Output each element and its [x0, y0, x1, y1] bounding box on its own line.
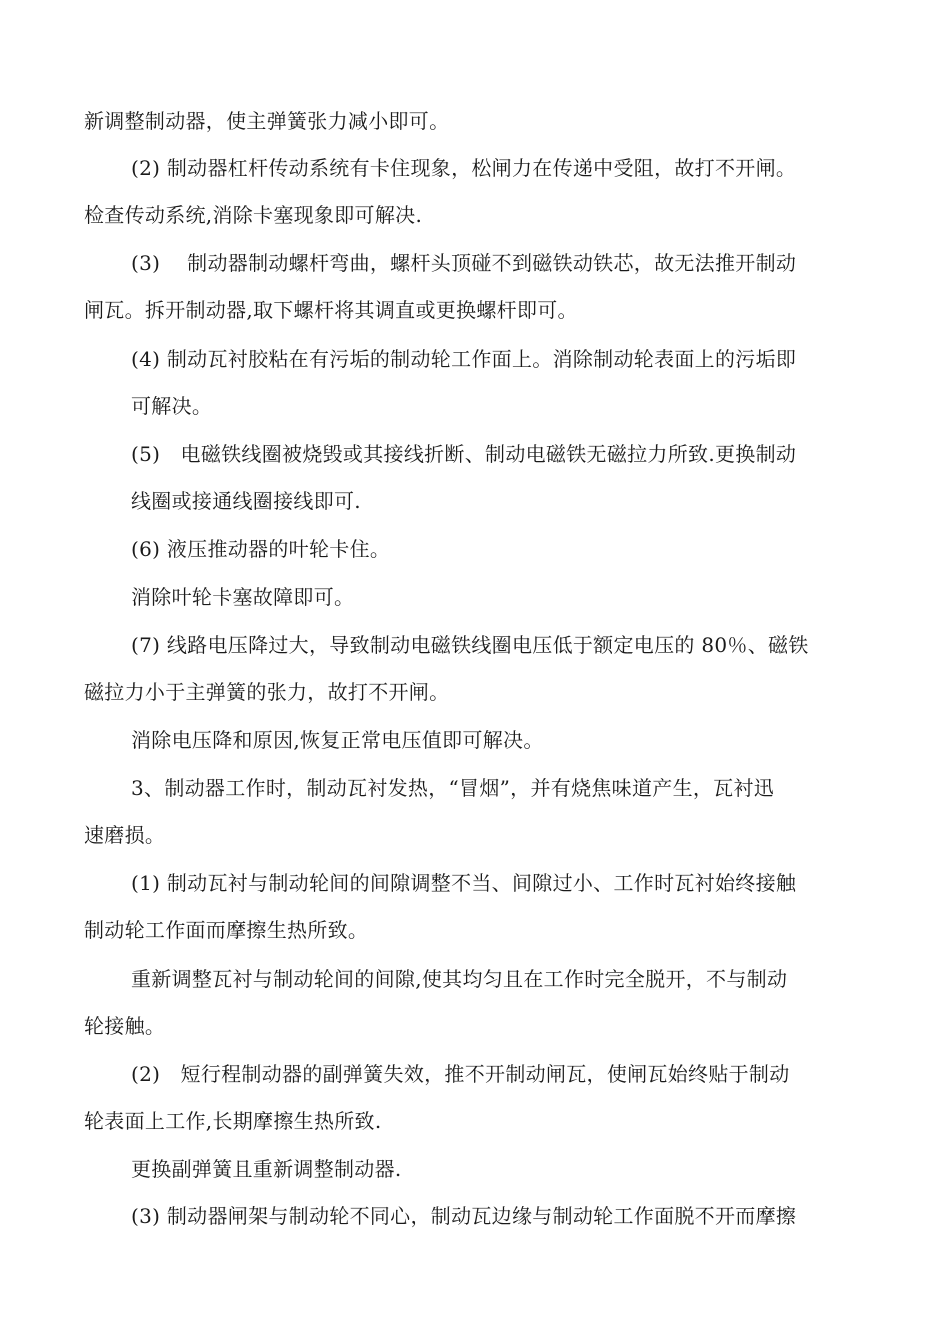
- text-line: (2) 制动器杠杆传动系统有卡住现象，松闸力在传递中受阻，故打不开闸。: [131, 156, 797, 180]
- text-line: 闸瓦。拆开制动器,取下螺杆将其调直或更换螺杆即可。: [84, 298, 578, 322]
- text-line: 速磨损。: [84, 823, 166, 847]
- text-line: 新调整制动器，使主弹簧张力减小即可。: [84, 109, 450, 133]
- text-line: 检查传动系统,消除卡塞现象即可解决.: [84, 203, 423, 227]
- text-line: 制动轮工作面而摩擦生热所致。: [84, 918, 369, 942]
- text-line: (1) 制动瓦衬与制动轮间的间隙调整不当、间隙过小、工作时瓦衬始终接触: [131, 871, 797, 895]
- text-line: 重新调整瓦衬与制动轮间的间隙,使其均匀且在工作时完全脱开，不与制动: [131, 967, 788, 991]
- text-line: 线圈或接通线圈接线即可.: [131, 489, 361, 513]
- text-line: 更换副弹簧且重新调整制动器.: [131, 1157, 402, 1181]
- text-line: (6) 液压推动器的叶轮卡住。: [131, 537, 391, 561]
- text-line: (3) 制动器闸架与制动轮不同心，制动瓦边缘与制动轮工作面脱不开而摩擦: [131, 1204, 797, 1228]
- text-line: (4) 制动瓦衬胶粘在有污垢的制动轮工作面上。消除制动轮表面上的污垢即: [131, 347, 797, 371]
- text-line: 消除叶轮卡塞故障即可。: [131, 585, 355, 609]
- text-line: (5) 电磁铁线圈被烧毁或其接线折断、制动电磁铁无磁拉力所致.更换制动: [131, 442, 797, 466]
- text-line: 磁拉力小于主弹簧的张力，故打不开闸。: [84, 680, 450, 704]
- text-line: (2) 短行程制动器的副弹簧失效，推不开制动闸瓦，使闸瓦始终贴于制动: [131, 1062, 790, 1086]
- text-line: 消除电压降和原因,恢复正常电压值即可解决。: [131, 728, 544, 752]
- text-line: 轮表面上工作,长期摩擦生热所致.: [84, 1109, 382, 1133]
- text-line: 3、制动器工作时，制动瓦衬发热，“冒烟”，并有烧焦味道产生，瓦衬迅: [131, 776, 775, 800]
- text-line: (3) 制动器制动螺杆弯曲，螺杆头顶碰不到磁铁动铁芯，故无法推开制动: [131, 251, 797, 275]
- text-line: (7) 线路电压降过大，导致制动电磁铁线圈电压低于额定电压的 80％、磁铁: [131, 633, 809, 657]
- text-line: 可解决。: [131, 394, 213, 418]
- text-line: 轮接触。: [84, 1014, 166, 1038]
